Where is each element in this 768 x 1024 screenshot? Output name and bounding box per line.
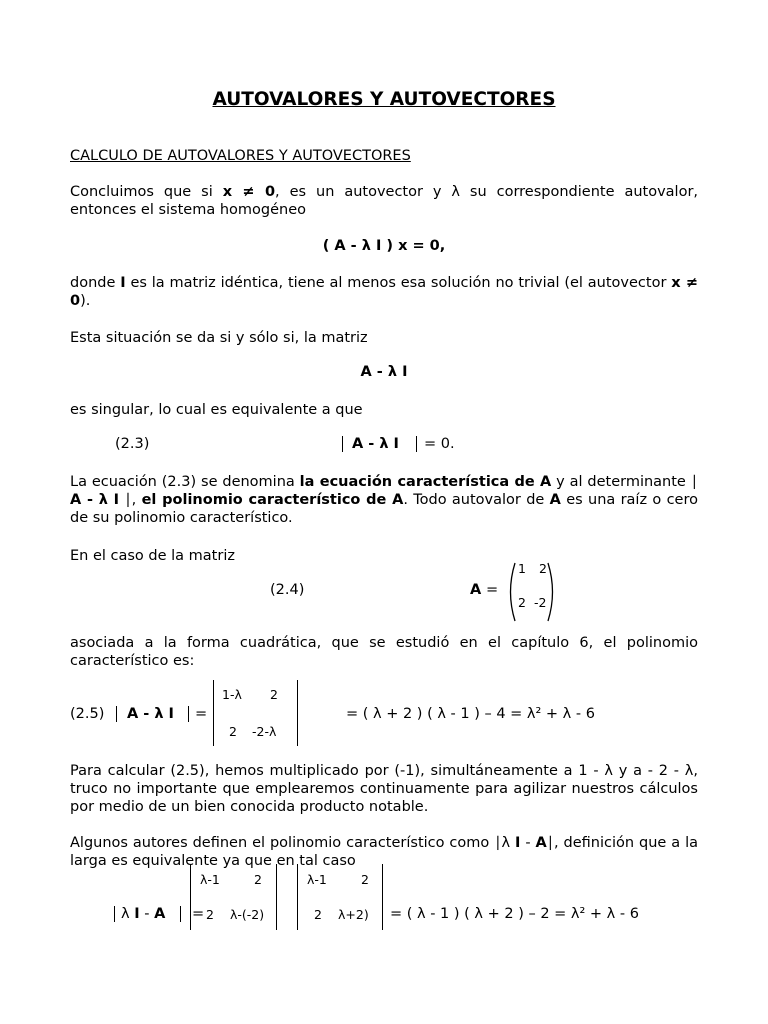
matrix-name: A [470,582,482,598]
matrix-cell: λ-1 [307,872,327,887]
text: , es un autovector y λ su correspondiente autovalor, entonces el sistema homogéneo [70,184,699,218]
left-paren-icon [505,562,517,622]
text: es una raíz o cero de su polinomio característico. [70,492,698,526]
text: - [520,835,536,851]
matrix-cell: λ+2) [338,907,369,922]
right-paren-icon [546,562,558,622]
paragraph-condition: Esta situación se da si y sólo si, la matriz [70,330,368,346]
determinant-bar [416,436,417,452]
matrix-cell: 2 [270,687,278,702]
matrix-cell: 2 [206,907,214,922]
paragraph-example: En el caso de la matriz [70,548,235,564]
section-heading: CALCULO DE AUTOVALORES Y AUTOVECTORES [70,148,411,164]
equation-result: = ( λ - 1 ) ( λ + 2 ) – 2 = λ² + λ - 6 [390,906,639,922]
paragraph-alternative [70,834,698,870]
text: Algunos autores definen el polinomio característico como ∣λ [70,835,515,851]
bold-text: A - λ I [70,492,120,508]
text: - [139,906,155,922]
matrix-cell: 2 [254,872,262,887]
determinant-bar [382,864,383,930]
bold-text: I [120,275,126,291]
determinant-bar [342,436,343,452]
determinant-bar [190,864,191,930]
determinant-bar [114,906,115,922]
text: donde [70,275,121,291]
matrix-cell: 2 [229,724,237,739]
equation-text: A - λ I [352,436,399,452]
paragraph-characteristic [70,473,698,527]
bold-text: la ecuación característica de A [299,474,552,490]
text: λ [121,906,135,922]
bold-text: I [134,906,140,922]
matrix-cell: 2 [361,872,369,887]
page-title: AUTOVALORES Y AUTOVECTORES [212,89,556,110]
determinant-bar [276,864,277,930]
determinant-bar [297,864,298,930]
paragraph-intro [70,183,698,219]
equation-homogeneous: ( A - λ I ) x = 0, [322,238,446,254]
matrix-cell: -2 [534,595,547,610]
bold-text: I [514,835,521,851]
bold-text: A [549,492,561,508]
matrix-cell: 1-λ [222,687,242,702]
matrix-cell: 2 [539,561,547,576]
text: ∣, definición que a la larga es equivalente ya que en tal caso [70,835,698,869]
paragraph-singular: es singular, lo cual es equivalente a que [70,402,363,418]
bold-text: el polinomio característico de A [141,492,404,508]
determinant-bar [116,706,117,722]
text: ∣, [119,492,142,508]
equation-label: (2.3) [115,436,150,452]
matrix-cell: λ-1 [200,872,220,887]
equals-sign: = [195,706,208,722]
matrix-cell: 2 [518,595,526,610]
bold-text: x ≠ 0 [222,184,276,200]
equation-text: A - λ I [127,706,174,722]
text: . Todo autovalor de [403,492,550,508]
text: Concluimos que si [70,184,223,200]
text: ). [80,293,91,309]
equals-sign: = [486,582,499,598]
equation-label: (2.5) [70,706,105,722]
matrix-cell: λ-(-2) [230,907,265,922]
bold-text: A [535,835,547,851]
equals-sign: = [192,906,205,922]
text: La ecuación (2.3) se denomina [70,474,300,490]
text: y al determinante ∣ [551,474,698,490]
bold-text: x ≠ 0 [70,275,698,309]
matrix-cell: 1 [518,561,526,576]
equation-label: (2.4) [270,582,305,598]
determinant-bar [188,706,189,722]
equation-text [121,906,165,922]
determinant-bar [180,906,181,922]
matrix-cell: 2 [314,907,322,922]
paragraph-calculation: Para calcular (2.5), hemos multiplicado por (-1), simultáneamente a 1 - λ y a - 2 - λ, truco no importante que emplearemos continuamente para agilizar nuestros cálculos por medio de un bien conocida producto notable. [70,763,698,815]
determinant-bar [213,680,214,746]
equation-result: = ( λ + 2 ) ( λ - 1 ) – 4 = λ² + λ - 6 [346,706,595,722]
equation-matrix: A - λ I [360,364,408,380]
paragraph-quadratic: asociada a la forma cuadrática, que se estudió en el capítulo 6, el polinomio característico es: [70,635,698,669]
matrix-cell: -2-λ [252,724,277,739]
determinant-bar [297,680,298,746]
equation-text: = 0. [424,436,455,452]
paragraph-identity [70,274,698,310]
bold-text: A [154,906,166,922]
text: es la matriz idéntica, tiene al menos esa solución no trivial (el autovector [125,275,672,291]
